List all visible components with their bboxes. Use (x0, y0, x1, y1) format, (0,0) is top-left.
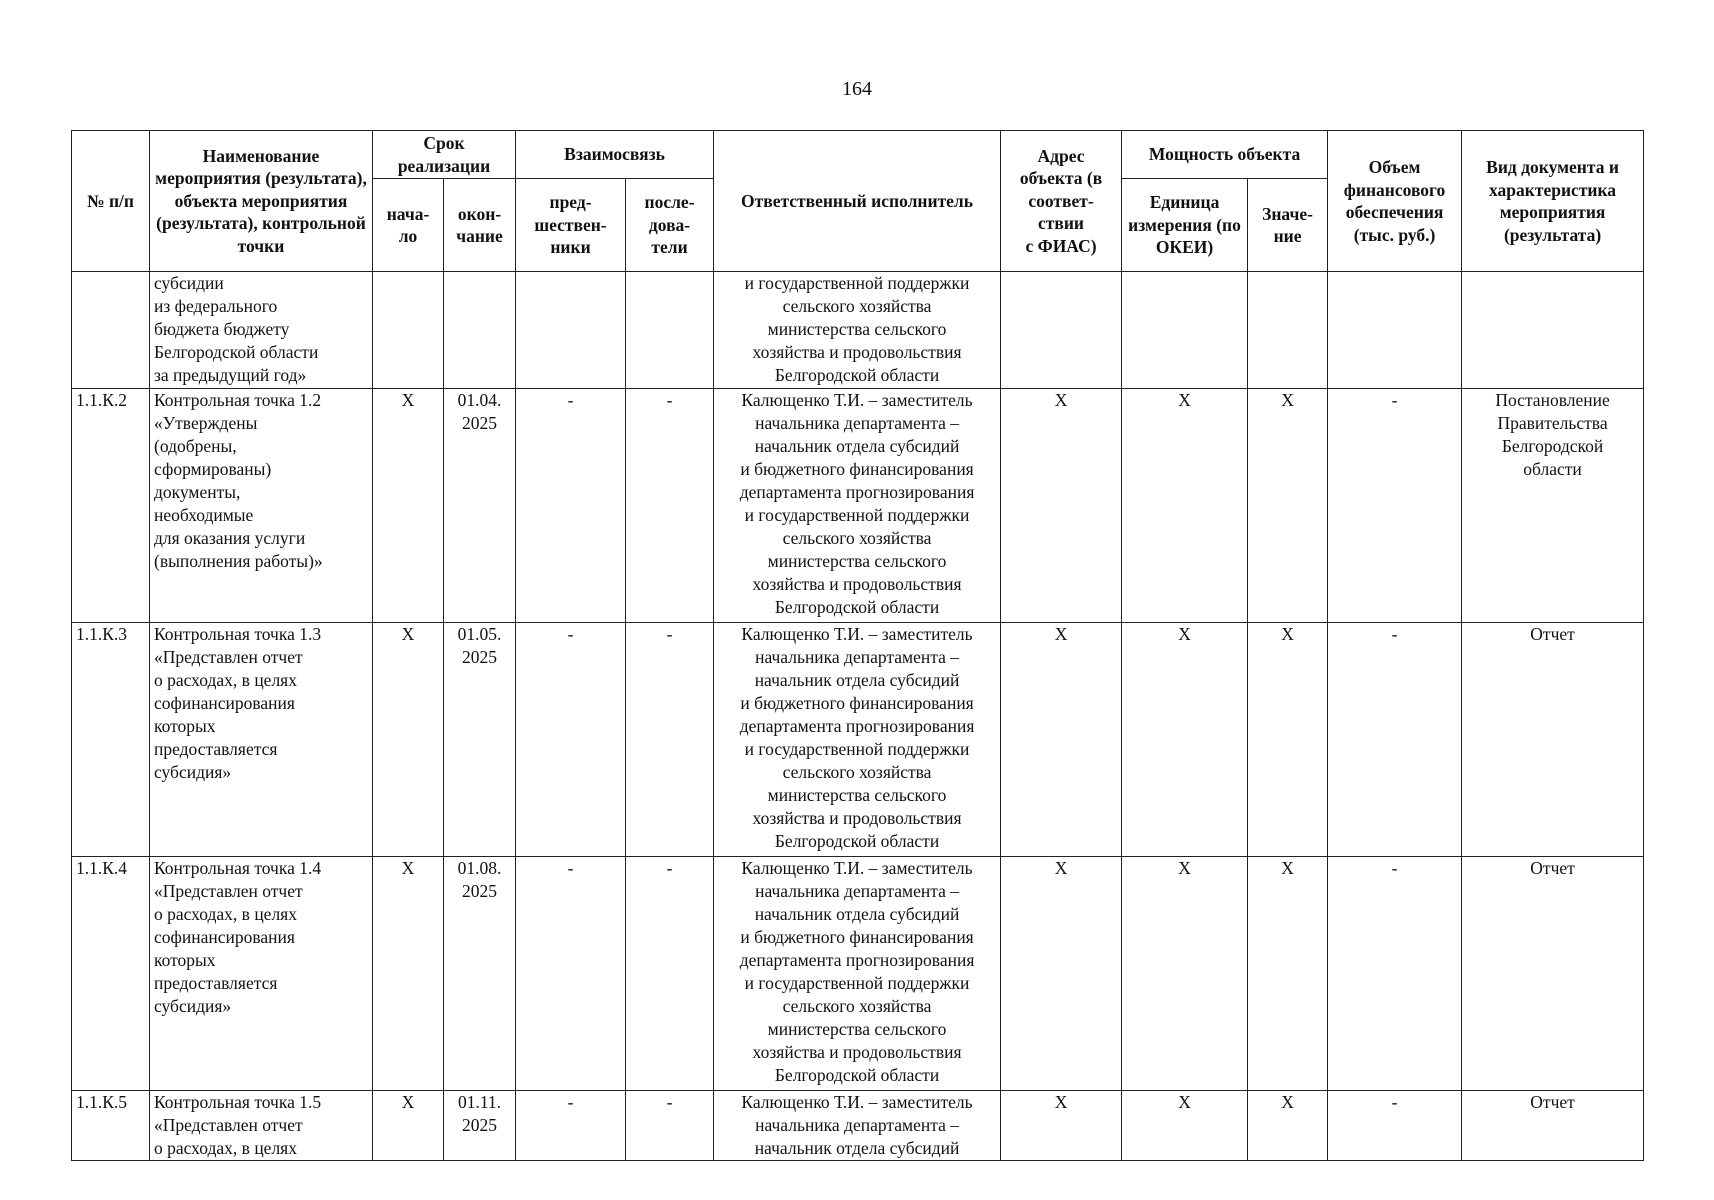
row-num: 1.1.К.4 (72, 857, 150, 1091)
header-doc: Вид документа и характеристика мероприятия (результата) (1462, 131, 1644, 272)
table-row (72, 272, 1644, 389)
row-num: 1.1.К.2 (72, 389, 150, 623)
row-start: Х (373, 623, 444, 857)
row-start (373, 272, 444, 389)
row-address: Х (1001, 857, 1122, 1091)
row-executor: Калющенко Т.И. – заместитель начальника департамента – начальник отдела субсидий и бюджетного финансирования департамента прогнозирования и государственной поддержки сельского хозяйства министерства сельского хозяйства и продовольствия Белгородской области (714, 623, 1001, 857)
row-name: субсидии из федерального бюджета бюджету Белгородской области за предыдущий год» (150, 272, 373, 389)
row-finance: - (1328, 389, 1462, 623)
header-capacity-value: Значе- ние (1248, 179, 1328, 272)
row-name: Контрольная точка 1.4 «Представлен отчет о расходах, в целях софинансирования которых предоставляется субсидия» (150, 857, 373, 1091)
row-value (1248, 272, 1328, 389)
header-term: Срок реализации (373, 131, 516, 179)
row-address (1001, 272, 1122, 389)
row-value: Х (1248, 623, 1328, 857)
row-unit: Х (1122, 623, 1248, 857)
table-row (72, 1091, 1644, 1161)
row-num: 1.1.К.3 (72, 623, 150, 857)
row-num: 1.1.К.5 (72, 1091, 150, 1161)
row-unit: Х (1122, 1091, 1248, 1161)
row-next: - (626, 857, 714, 1091)
header-link: Взаимосвязь (516, 131, 714, 179)
row-next: - (626, 1091, 714, 1161)
row-value: Х (1248, 857, 1328, 1091)
row-finance: - (1328, 857, 1462, 1091)
header-term-start: нача- ло (373, 179, 444, 272)
row-executor: Калющенко Т.И. – заместитель начальника департамента – начальник отдела субсидий (714, 1091, 1001, 1161)
header-capacity-unit: Единица измерения (по ОКЕИ) (1122, 179, 1248, 272)
row-doc: Отчет (1462, 857, 1644, 1091)
plan-table (71, 130, 1644, 1161)
table-row (72, 857, 1644, 1091)
row-name: Контрольная точка 1.5 «Представлен отчет о расходах, в целях (150, 1091, 373, 1161)
row-finance: - (1328, 1091, 1462, 1161)
row-num (72, 272, 150, 389)
row-value: Х (1248, 389, 1328, 623)
header-finance: Объем финансового обеспечения (тыс. руб.) (1328, 131, 1462, 272)
row-start: Х (373, 389, 444, 623)
row-next (626, 272, 714, 389)
header-link-next: после- дова- тели (626, 179, 714, 272)
row-name: Контрольная точка 1.2 «Утверждены (одобрены, сформированы) документы, необходимые для оказания услуги (выполнения работы)» (150, 389, 373, 623)
row-finance (1328, 272, 1462, 389)
header-executor: Ответственный исполнитель (714, 131, 1001, 272)
row-end: 01.05. 2025 (444, 623, 516, 857)
row-doc: Отчет (1462, 623, 1644, 857)
row-unit (1122, 272, 1248, 389)
row-prev: - (516, 623, 626, 857)
row-end: 01.04. 2025 (444, 389, 516, 623)
row-executor: Калющенко Т.И. – заместитель начальника департамента – начальник отдела субсидий и бюджетного финансирования департамента прогнозирования и государственной поддержки сельского хозяйства министерства сельского хозяйства и продовольствия Белгородской области (714, 389, 1001, 623)
row-unit: Х (1122, 857, 1248, 1091)
row-address: Х (1001, 623, 1122, 857)
row-prev: - (516, 389, 626, 623)
page-number: 164 (842, 78, 872, 100)
row-end: 01.11. 2025 (444, 1091, 516, 1161)
header-capacity: Мощность объекта (1122, 131, 1328, 179)
header-link-prev: пред- шествен- ники (516, 179, 626, 272)
table-header (72, 131, 1644, 272)
row-doc: Отчет (1462, 1091, 1644, 1161)
row-finance: - (1328, 623, 1462, 857)
row-next: - (626, 623, 714, 857)
row-unit: Х (1122, 389, 1248, 623)
row-doc: Постановление Правительства Белгородской области (1462, 389, 1644, 623)
header-num: № п/п (72, 131, 150, 272)
table-body (72, 272, 1644, 1161)
row-value: Х (1248, 1091, 1328, 1161)
row-end (444, 272, 516, 389)
header-name: Наименование мероприятия (результата), объекта мероприятия (результата), контрольной точки (150, 131, 373, 272)
row-address: Х (1001, 389, 1122, 623)
row-prev: - (516, 857, 626, 1091)
row-prev (516, 272, 626, 389)
row-start: Х (373, 1091, 444, 1161)
row-address: Х (1001, 1091, 1122, 1161)
row-start: Х (373, 857, 444, 1091)
table-row (72, 623, 1644, 857)
row-next: - (626, 389, 714, 623)
row-executor: Калющенко Т.И. – заместитель начальника департамента – начальник отдела субсидий и бюджетного финансирования департамента прогнозирования и государственной поддержки сельского хозяйства министерства сельского хозяйства и продовольствия Белгородской области (714, 857, 1001, 1091)
row-end: 01.08. 2025 (444, 857, 516, 1091)
header-term-end: окон- чание (444, 179, 516, 272)
row-executor: и государственной поддержки сельского хозяйства министерства сельского хозяйства и продовольствия Белгородской области (714, 272, 1001, 389)
row-name: Контрольная точка 1.3 «Представлен отчет о расходах, в целях софинансирования которых предоставляется субсидия» (150, 623, 373, 857)
header-address: Адрес объекта (в соответ- ствии с ФИАС) (1001, 131, 1122, 272)
table-row (72, 389, 1644, 623)
row-doc (1462, 272, 1644, 389)
row-prev: - (516, 1091, 626, 1161)
